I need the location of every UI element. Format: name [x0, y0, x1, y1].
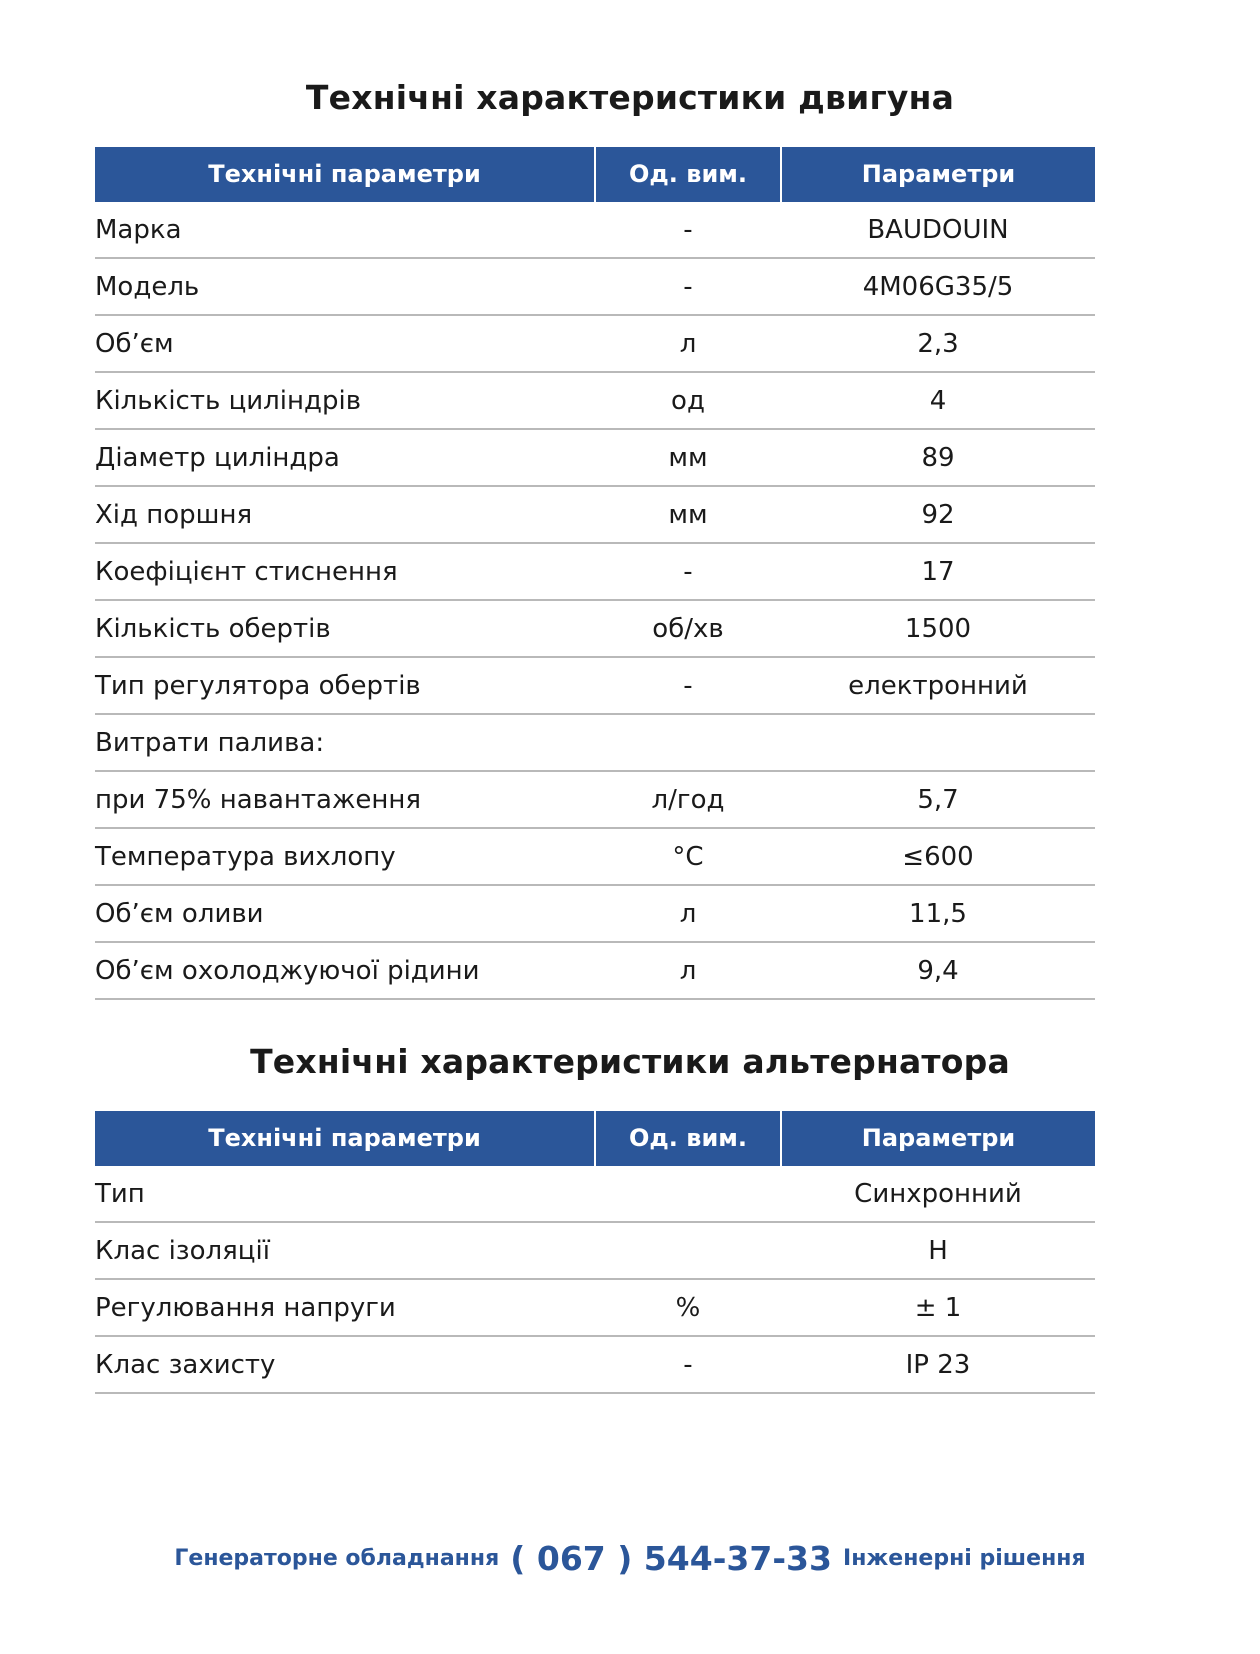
table-row [95, 657, 1095, 714]
row-unit [595, 1166, 781, 1222]
row-unit [595, 714, 781, 771]
table-header-row [95, 147, 1095, 202]
table-row [95, 828, 1095, 885]
row-unit: л [595, 315, 781, 372]
row-parameter: Коефіцієнт стиснення [95, 543, 595, 600]
footer-right-text: Інженерні рішення [843, 1546, 1086, 1571]
table-row [95, 942, 1095, 999]
table-row [95, 258, 1095, 315]
row-value: ≤600 [781, 828, 1095, 885]
table-header-row [95, 1111, 1095, 1166]
row-value: H [781, 1222, 1095, 1279]
row-value: 92 [781, 486, 1095, 543]
row-unit: л [595, 942, 781, 999]
row-parameter: при 75% навантаження [95, 771, 595, 828]
column-header-parameter: Технічні параметри [95, 147, 595, 202]
table-row [95, 771, 1095, 828]
table-row [95, 202, 1095, 258]
row-unit: од [595, 372, 781, 429]
row-value [781, 714, 1095, 771]
table-row [95, 486, 1095, 543]
row-parameter: Діаметр циліндра [95, 429, 595, 486]
row-parameter: Марка [95, 202, 595, 258]
footer-phone-number[interactable]: ( 067 ) 544-37-33 [510, 1539, 832, 1578]
row-parameter: Тип [95, 1166, 595, 1222]
alternator-spec-table [95, 1111, 1095, 1394]
row-parameter: Модель [95, 258, 595, 315]
row-unit: - [595, 543, 781, 600]
table-row [95, 1222, 1095, 1279]
row-parameter: Об’єм оливи [95, 885, 595, 942]
row-value: 11,5 [781, 885, 1095, 942]
row-parameter: Клас ізоляції [95, 1222, 595, 1279]
engine-section-title: Технічні характеристики двигуна [305, 78, 955, 117]
column-header-unit: Од. вим. [595, 147, 781, 202]
row-value: ± 1 [781, 1279, 1095, 1336]
column-header-value: Параметри [781, 147, 1095, 202]
row-unit: мм [595, 486, 781, 543]
row-unit: °C [595, 828, 781, 885]
row-unit: % [595, 1279, 781, 1336]
column-header-unit: Од. вим. [595, 1111, 781, 1166]
row-value: 17 [781, 543, 1095, 600]
table-row [95, 714, 1095, 771]
row-parameter: Кількість обертів [95, 600, 595, 657]
row-parameter: Кількість циліндрів [95, 372, 595, 429]
table-row [95, 885, 1095, 942]
table-row [95, 543, 1095, 600]
row-unit: л/год [595, 771, 781, 828]
table-row [95, 1279, 1095, 1336]
table-row [95, 315, 1095, 372]
row-unit: об/хв [595, 600, 781, 657]
row-unit: - [595, 657, 781, 714]
row-parameter: Об’єм охолоджуючої рідини [95, 942, 595, 999]
footer-left-text: Генераторне обладнання [174, 1546, 500, 1571]
row-value: 1500 [781, 600, 1095, 657]
footer-contact-bar [0, 1539, 1260, 1578]
row-parameter: Регулювання напруги [95, 1279, 595, 1336]
row-value: 9,4 [781, 942, 1095, 999]
engine-spec-table [95, 147, 1095, 1000]
row-unit: л [595, 885, 781, 942]
row-parameter: Об’єм [95, 315, 595, 372]
column-header-value: Параметри [781, 1111, 1095, 1166]
row-unit: мм [595, 429, 781, 486]
row-unit: - [595, 1336, 781, 1393]
row-value: BAUDOUIN [781, 202, 1095, 258]
alternator-section-title: Технічні характеристики альтернатора [250, 1042, 1010, 1081]
table-row [95, 1336, 1095, 1393]
row-parameter: Тип регулятора обертів [95, 657, 595, 714]
row-unit: - [595, 202, 781, 258]
row-parameter: Клас захисту [95, 1336, 595, 1393]
row-parameter: Температура вихлопу [95, 828, 595, 885]
table-row [95, 372, 1095, 429]
row-value: Синхронний [781, 1166, 1095, 1222]
row-value: 89 [781, 429, 1095, 486]
row-unit [595, 1222, 781, 1279]
row-value: 4 [781, 372, 1095, 429]
row-parameter: Хід поршня [95, 486, 595, 543]
row-value: електронний [781, 657, 1095, 714]
table-row [95, 600, 1095, 657]
row-value: 5,7 [781, 771, 1095, 828]
row-unit: - [595, 258, 781, 315]
row-value: 4M06G35/5 [781, 258, 1095, 315]
row-value: IP 23 [781, 1336, 1095, 1393]
table-row [95, 429, 1095, 486]
row-value: 2,3 [781, 315, 1095, 372]
row-parameter: Витрати палива: [95, 714, 595, 771]
column-header-parameter: Технічні параметри [95, 1111, 595, 1166]
table-row [95, 1166, 1095, 1222]
